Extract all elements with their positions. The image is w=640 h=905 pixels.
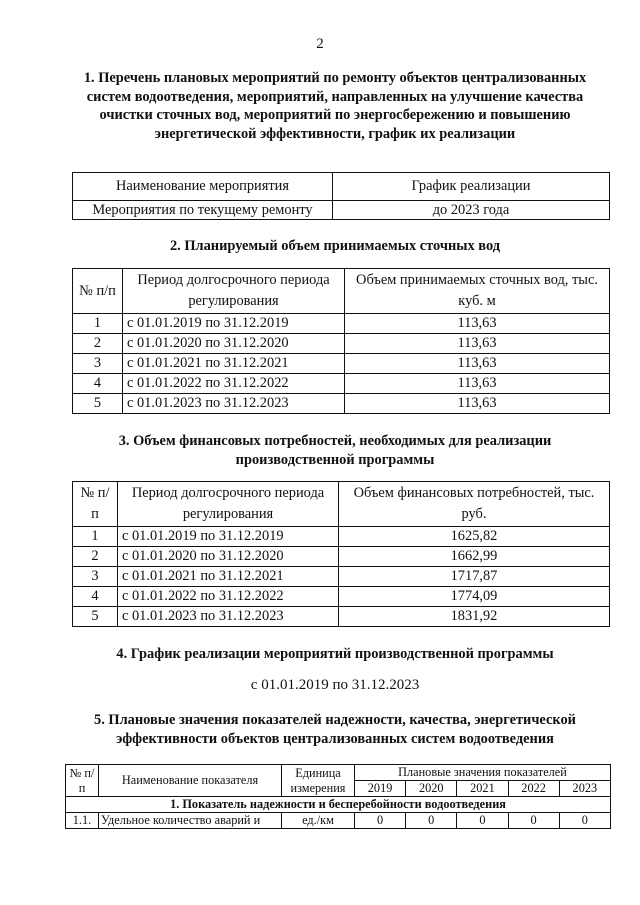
table-row — [73, 607, 610, 627]
table-row — [73, 527, 610, 547]
section-4-period: с 01.01.2019 по 31.12.2023 — [250, 677, 420, 693]
row-number: 2 — [73, 547, 118, 567]
wastewater-volume-table — [72, 268, 610, 414]
row-value: 1625,82 — [339, 527, 610, 547]
row-value: 0 — [406, 813, 457, 829]
header-number: № п/п — [73, 269, 123, 314]
table-row — [73, 547, 610, 567]
row-number: 3 — [73, 567, 118, 587]
header-planned-values: Плановые значения показателей — [355, 765, 611, 781]
section-3-title: 3. Объем финансовых потребностей, необходимых для реализации производственной программы — [118, 433, 552, 468]
header-period: Период долгосрочного периода регулирования — [118, 482, 339, 527]
header-number: № п/п — [73, 482, 118, 527]
header-year: 2019 — [355, 781, 406, 797]
table-row — [73, 314, 610, 334]
indicators-table — [65, 764, 611, 829]
table-header-row — [73, 173, 610, 201]
row-value: 113,63 — [345, 374, 610, 394]
header-schedule: График реализации — [333, 173, 610, 201]
row-number: 1 — [73, 314, 123, 334]
activity-schedule: до 2023 года — [333, 201, 610, 220]
row-period: с 01.01.2022 по 31.12.2022 — [118, 587, 339, 607]
header-year: 2023 — [559, 781, 610, 797]
row-number: 5 — [73, 607, 118, 627]
row-number: 1.1. — [66, 813, 99, 829]
table-row — [73, 567, 610, 587]
table-row — [73, 394, 610, 414]
table-row — [73, 587, 610, 607]
header-unit: Единица измерения — [282, 765, 355, 797]
row-period: с 01.01.2019 по 31.12.2019 — [118, 527, 339, 547]
page-number: 2 — [316, 36, 324, 52]
row-value: 0 — [508, 813, 559, 829]
header-finance: Объем финансовых потребностей, тыс. руб. — [339, 482, 610, 527]
header-indicator-name: Наименование показателя — [99, 765, 282, 797]
header-activity-name: Наименование мероприятия — [73, 173, 333, 201]
row-value: 113,63 — [345, 394, 610, 414]
row-value: 0 — [457, 813, 508, 829]
activity-name: Мероприятия по текущему ремонту — [73, 201, 333, 220]
row-period: с 01.01.2020 по 31.12.2020 — [118, 547, 339, 567]
row-period: с 01.01.2021 по 31.12.2021 — [123, 354, 345, 374]
row-period: с 01.01.2021 по 31.12.2021 — [118, 567, 339, 587]
row-unit: ед./км — [282, 813, 355, 829]
row-value: 1717,87 — [339, 567, 610, 587]
row-period: с 01.01.2022 по 31.12.2022 — [123, 374, 345, 394]
header-period: Период долгосрочного периода регулирования — [123, 269, 345, 314]
row-value: 0 — [559, 813, 610, 829]
header-volume: Объем принимаемых сточных вод, тыс. куб. м — [345, 269, 610, 314]
section-1-title: 1. Перечень плановых мероприятий по ремонту объектов централизованных систем водоотведения, мероприятий, направленных на улучшение качества очистки сточных вод, мероприятий по энергосбережению и повышению энергетической эффективности, график их реализации — [83, 70, 587, 142]
activities-table — [72, 172, 610, 220]
table-row — [73, 374, 610, 394]
row-number: 3 — [73, 354, 123, 374]
header-year: 2022 — [508, 781, 559, 797]
header-year: 2020 — [406, 781, 457, 797]
table-row — [66, 813, 611, 829]
row-number: 4 — [73, 374, 123, 394]
row-period: с 01.01.2023 по 31.12.2023 — [123, 394, 345, 414]
row-value: 1831,92 — [339, 607, 610, 627]
row-value: 0 — [355, 813, 406, 829]
row-period: с 01.01.2023 по 31.12.2023 — [118, 607, 339, 627]
section-4-title: 4. График реализации мероприятий производственной программы — [116, 646, 554, 662]
financial-needs-table — [72, 481, 610, 627]
row-number: 4 — [73, 587, 118, 607]
row-number: 2 — [73, 334, 123, 354]
row-value: 113,63 — [345, 354, 610, 374]
header-year: 2021 — [457, 781, 508, 797]
row-value: 113,63 — [345, 334, 610, 354]
table-header-row — [66, 765, 611, 781]
section-5-title: 5. Плановые значения показателей надежности, качества, энергетической эффективности объектов централизованных систем водоотведения — [94, 712, 576, 747]
table-header-row — [73, 482, 610, 527]
section-2-title: 2. Планируемый объем принимаемых сточных вод — [169, 238, 501, 254]
row-number: 5 — [73, 394, 123, 414]
row-number: 1 — [73, 527, 118, 547]
subheader-reliability: 1. Показатель надежности и бесперебойности водоотведения — [66, 797, 611, 813]
row-value: 1774,09 — [339, 587, 610, 607]
table-row — [73, 334, 610, 354]
row-period: с 01.01.2019 по 31.12.2019 — [123, 314, 345, 334]
row-value: 1662,99 — [339, 547, 610, 567]
table-header-row — [73, 269, 610, 314]
row-period: с 01.01.2020 по 31.12.2020 — [123, 334, 345, 354]
row-indicator-name: Удельное количество аварий и — [99, 813, 282, 829]
header-number: № п/п — [66, 765, 99, 797]
table-row — [73, 354, 610, 374]
row-value: 113,63 — [345, 314, 610, 334]
table-row — [73, 201, 610, 220]
table-subheader-row — [66, 797, 611, 813]
